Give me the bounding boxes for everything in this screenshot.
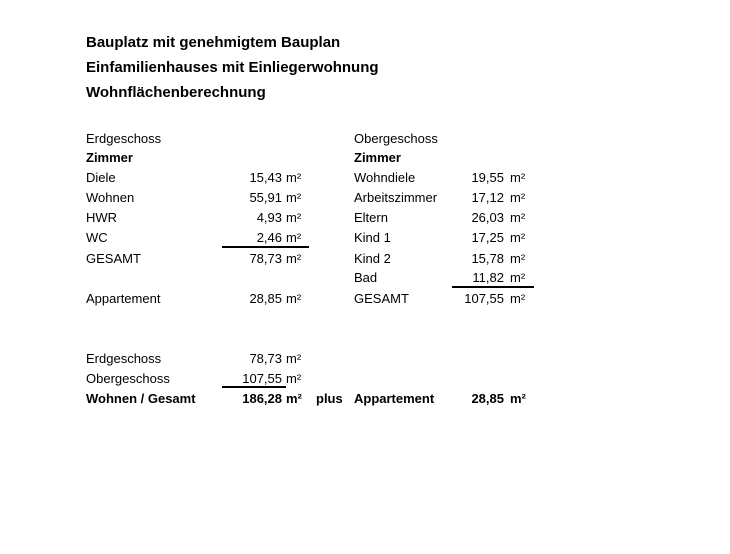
og-row-label: Kind 2 bbox=[354, 251, 391, 266]
heading-line-1: Bauplatz mit genehmigtem Bauplan bbox=[86, 34, 341, 51]
og-total-value: 107,55 bbox=[464, 291, 504, 306]
summary-total-unit: m² bbox=[286, 391, 302, 406]
summary-total-label: Wohnen / Gesamt bbox=[86, 391, 196, 406]
summary-sum-underline bbox=[222, 386, 286, 388]
og-row-unit: m² bbox=[510, 251, 526, 266]
og-total-unit: m² bbox=[510, 291, 526, 306]
eg-appartement-value: 28,85 bbox=[249, 291, 282, 306]
og-row-label: Eltern bbox=[354, 210, 388, 225]
summary-appartement-label: Appartement bbox=[354, 391, 435, 406]
summary-eg-value: 78,73 bbox=[249, 351, 282, 366]
heading-line-2: Einfamilienhauses mit Einliegerwohnung bbox=[86, 59, 379, 76]
eg-row-label: Diele bbox=[86, 170, 116, 185]
eg-appartement-unit: m² bbox=[286, 291, 302, 306]
eg-row-unit: m² bbox=[286, 230, 302, 245]
eg-title: Erdgeschoss bbox=[86, 131, 162, 146]
summary-total-value: 186,28 bbox=[242, 391, 282, 406]
eg-appartement-label: Appartement bbox=[86, 291, 161, 306]
eg-row-value: 2,46 bbox=[256, 230, 282, 245]
eg-row-value: 55,91 bbox=[249, 190, 282, 205]
og-sum-underline bbox=[452, 286, 534, 288]
og-row-unit: m² bbox=[510, 190, 526, 205]
og-row-value: 11,82 bbox=[472, 270, 504, 285]
eg-row-label: HWR bbox=[86, 210, 118, 225]
summary-eg-label: Erdgeschoss bbox=[86, 351, 162, 366]
summary-og-unit: m² bbox=[286, 371, 302, 386]
summary-og-value: 107,55 bbox=[242, 371, 282, 386]
eg-total-value: 78,73 bbox=[249, 251, 282, 266]
eg-row-label: Wohnen bbox=[86, 190, 135, 205]
eg-total-unit: m² bbox=[286, 251, 302, 266]
eg-row-value: 4,93 bbox=[256, 210, 282, 225]
eg-row-unit: m² bbox=[286, 170, 302, 185]
og-row-unit: m² bbox=[510, 270, 526, 285]
og-row-value: 26,03 bbox=[471, 210, 504, 225]
eg-row-unit: m² bbox=[286, 210, 302, 225]
og-title: Obergeschoss bbox=[354, 131, 438, 146]
og-row-unit: m² bbox=[510, 210, 526, 225]
heading-line-3: Wohnflächenberechnung bbox=[86, 84, 266, 101]
eg-total-label: GESAMT bbox=[86, 251, 141, 266]
summary-eg-unit: m² bbox=[286, 351, 302, 366]
og-row-value: 15,78 bbox=[471, 251, 504, 266]
og-subtitle: Zimmer bbox=[354, 150, 401, 165]
og-row-label: Bad bbox=[354, 270, 378, 285]
summary-plus-label: plus bbox=[316, 391, 343, 406]
summary-appartement-value: 28,85 bbox=[471, 391, 504, 406]
eg-subtitle: Zimmer bbox=[86, 150, 133, 165]
og-row-label: Wohndiele bbox=[354, 170, 416, 185]
og-total-label: GESAMT bbox=[354, 291, 409, 306]
og-row-unit: m² bbox=[510, 170, 526, 185]
eg-row-unit: m² bbox=[286, 190, 302, 205]
og-row-value: 17,12 bbox=[471, 190, 504, 205]
og-row-unit: m² bbox=[510, 230, 526, 245]
og-row-value: 17,25 bbox=[471, 230, 504, 245]
summary-appartement-unit: m² bbox=[510, 391, 526, 406]
og-row-value: 19,55 bbox=[471, 170, 504, 185]
og-row-label: Arbeitszimmer bbox=[354, 190, 438, 205]
eg-sum-underline bbox=[222, 246, 309, 248]
eg-row-value: 15,43 bbox=[249, 170, 282, 185]
summary-og-label: Obergeschoss bbox=[86, 371, 170, 386]
og-row-label: Kind 1 bbox=[354, 230, 391, 245]
eg-row-label: WC bbox=[86, 230, 108, 245]
